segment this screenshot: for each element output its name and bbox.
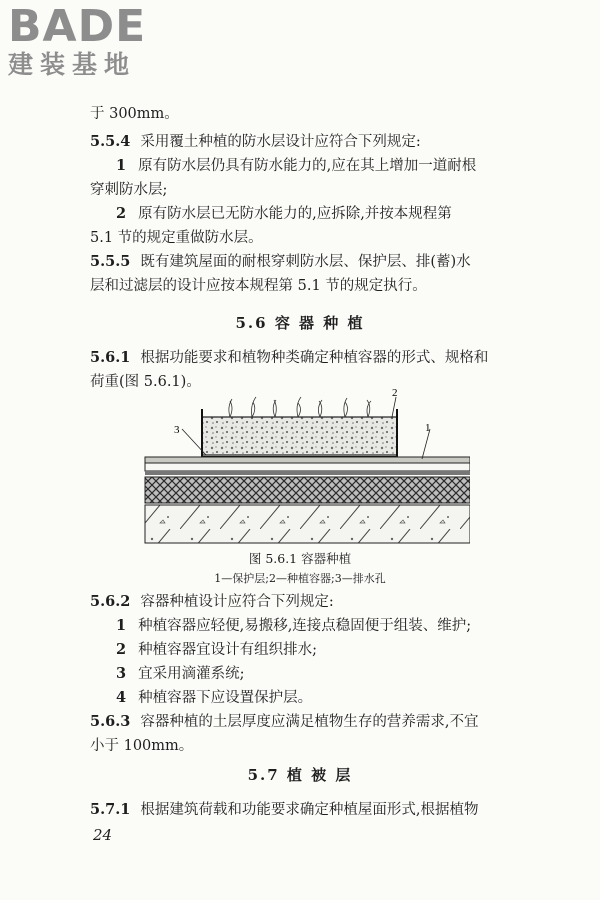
clause-5-7-1: 5.7.1 根据建筑荷载和功能要求确定种植屋面形式,根据植物 [90, 801, 479, 818]
clause-5-5-5: 5.5.5 既有建筑屋面的耐根穿刺防水层、保护层、排(蓄)水 [90, 253, 471, 270]
clause-item-1: 1 种植容器应轻便,易搬移,连接点稳固便于组装、维护; [116, 617, 472, 634]
text-line: 穿刺防水层; [90, 182, 168, 198]
text-line: 荷重(图 5.6.1)。 [90, 374, 201, 390]
logo-subtitle: 建装基地 [8, 50, 137, 79]
clause-item-4: 4 种植容器下应设置保护层。 [116, 689, 313, 706]
logo [8, 1, 178, 80]
waterproof-layer [145, 471, 470, 475]
text-line: 小于 100mm。 [90, 738, 194, 754]
figure-caption: 图 5.6.1 容器种植 [248, 551, 352, 566]
clause-item-2: 2 原有防水层已无防水能力的,应拆除,并按本规程第 [116, 205, 452, 222]
figure-label-3: 3 [174, 424, 180, 436]
planting-container [202, 417, 397, 455]
logo-brand: BADE [8, 1, 147, 52]
plants [229, 397, 371, 417]
clause-item-2: 2 种植容器宜设计有组织排水; [116, 641, 317, 658]
clause-5-6-1: 5.6.1 根据功能要求和植物种类确定种植容器的形式、规格和 [90, 349, 489, 366]
text-line: 层和过滤层的设计应按本规程第 5.1 节的规定执行。 [90, 278, 427, 294]
clause-item-3: 3 宜采用滴灌系统; [116, 665, 245, 682]
figure-label-1: 1 [425, 422, 431, 434]
text-line: 于 300mm。 [90, 106, 179, 122]
clause-item-1: 1 原有防水层仍具有防水能力的,应在其上增加一道耐根 [116, 157, 477, 174]
clause-5-5-4: 5.5.4 采用覆土种植的防水层设计应符合下列规定: [90, 133, 421, 150]
insulation-layer [145, 477, 470, 503]
concrete-slab [145, 505, 470, 543]
section-heading-5-7: 5.7 植 被 层 [247, 766, 353, 784]
text-line: 5.1 节的规定重做防水层。 [90, 230, 263, 246]
container-planting-figure [140, 385, 470, 545]
page-number: 24 [93, 826, 113, 844]
figure-note: 1—保护层;2—种植容器;3—排水孔 [214, 572, 386, 585]
protection-layer [145, 457, 470, 463]
clause-5-6-3: 5.6.3 容器种植的土层厚度应满足植物生存的营养需求,不宜 [90, 713, 479, 730]
clause-5-6-2: 5.6.2 容器种植设计应符合下列规定: [90, 593, 334, 610]
section-heading-5-6: 5.6 容 器 种 植 [235, 314, 365, 332]
leader-line-2 [392, 397, 396, 417]
figure-label-2: 2 [392, 387, 398, 399]
membrane-layer [145, 463, 470, 471]
